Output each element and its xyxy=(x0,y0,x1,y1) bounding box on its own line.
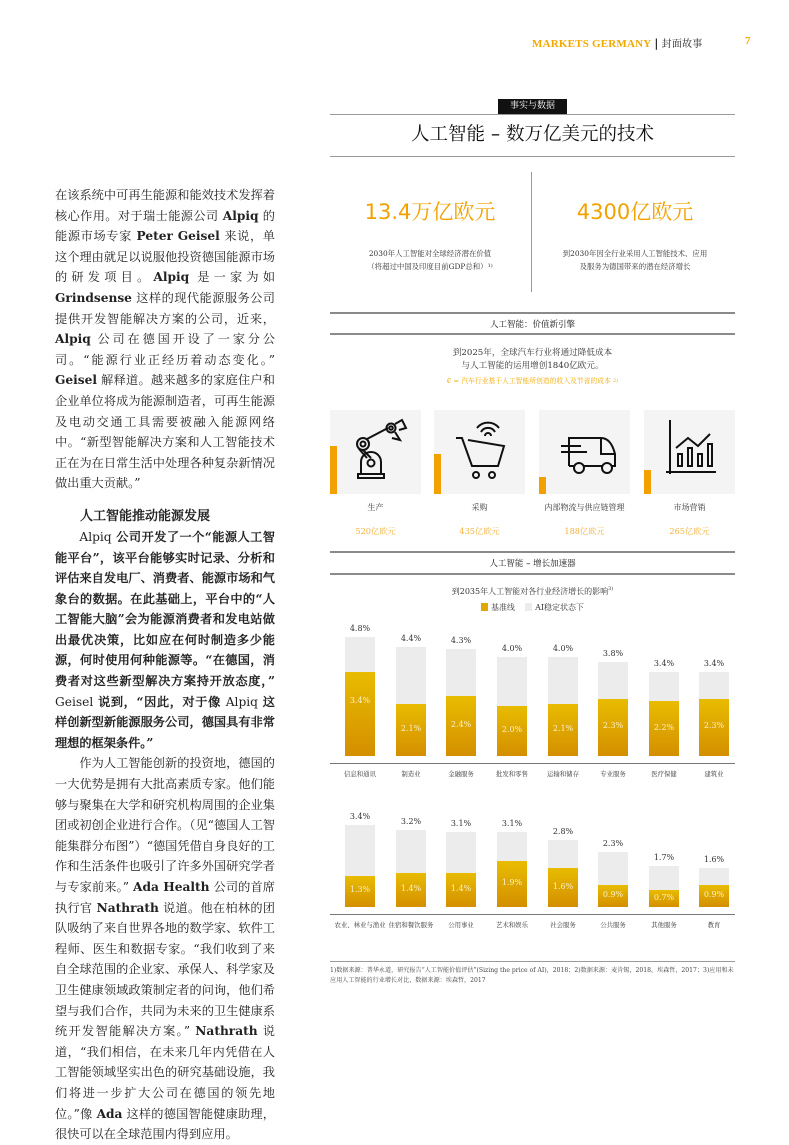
baseline-value-label: 1.3% xyxy=(349,885,371,895)
ai-value-label: 4.4% xyxy=(400,633,422,643)
baseline-value-label: 0.9% xyxy=(602,890,624,900)
baseline-value-label: 3.4% xyxy=(349,695,371,705)
stat-value-global: 13.4万亿欧元 xyxy=(364,200,496,224)
baseline-value-label: 2.2% xyxy=(653,722,675,732)
intro-note xyxy=(330,375,735,388)
baseline-value-label: 2.3% xyxy=(602,721,624,731)
value-bar xyxy=(539,477,546,494)
ai-value-label: 3.1% xyxy=(450,819,472,829)
stat-caption-germany xyxy=(535,247,735,273)
baseline-value-label: 1.4% xyxy=(400,884,422,894)
running-header xyxy=(532,35,702,50)
baseline-value-label: 2.4% xyxy=(450,720,472,730)
divider xyxy=(330,312,735,314)
ai-value-label: 4.3% xyxy=(450,636,472,646)
baseline-value-label: 2.1% xyxy=(552,723,574,733)
shopping-cart-wifi-icon xyxy=(454,418,514,484)
tile-value: 520亿欧元 xyxy=(355,526,396,536)
delivery-van-icon xyxy=(559,418,623,484)
footnote-marker: 1) xyxy=(487,263,493,269)
caption-line: 到2030年因全行业采用人工智能技术、应用 xyxy=(562,249,708,258)
ai-value-label: 4.0% xyxy=(501,643,523,653)
stat-value-germany: 4300亿欧元 xyxy=(576,200,694,224)
ai-value-label: 1.6% xyxy=(703,855,725,865)
baseline-value-label: 0.7% xyxy=(653,892,675,902)
company-name: 公司开发了一个“能源人工智能平台”，该平台能够实时记录、分析和评估来自发电厂、消费者、能源市场和气象台的数据。在此基础上，平台中的“人工智能大脑”会为能源消费者和发电站做出最优决策，比如应在何时制造多少能源，何时使用何种能源等。“在德国，消费者对这些新型解决方案持开放态度，” xyxy=(55,529,275,689)
category-label: 住宿和餐饮服务 xyxy=(388,921,434,929)
ai-value-label: 4.8% xyxy=(349,623,371,633)
caption-line: 2030年人工智能对全球经济潜在价值 xyxy=(368,249,492,258)
tile-procurement xyxy=(434,410,525,494)
company-name: Ada xyxy=(96,1106,123,1121)
divider xyxy=(330,333,735,335)
baseline-value-label: 1.4% xyxy=(450,884,472,894)
company-name: Peter Geisel xyxy=(136,229,220,244)
page-number: 7 xyxy=(745,35,751,47)
category-label: 金融服务 xyxy=(448,770,474,778)
article-paragraph-2: Alpiq 公司开发了一个“能源人工智能平台”，该平台能够实时记录、分析和评估来自发电厂、消费者、能源市场和气象台的数据。在此基础上，平台中的“人工智能大脑”会为能源消费者和发电站做出最优决策，比如应在何时制造多少能源，何时使用何种能源等。“在德国，消费者对这些新型解决方案持开放态度，” Geisel 说到，“因此，对于像 Alpiq 这样创新型新能源服务公司，德国具有非常理想的框架条件。” xyxy=(55,529,275,750)
legend-swatch-baseline xyxy=(481,603,488,611)
legend-label: AI稳定状态下 xyxy=(535,603,585,612)
x-axis xyxy=(330,763,735,764)
tile-marketing xyxy=(644,410,735,494)
company-name: Ada Health xyxy=(133,880,210,894)
baseline-value-label: 1.6% xyxy=(552,881,574,891)
ai-value-label: 3.2% xyxy=(400,816,422,826)
baseline-value-label: 2.3% xyxy=(703,721,725,731)
ai-value-label: 4.0% xyxy=(552,643,574,653)
divider xyxy=(330,573,735,575)
divider xyxy=(330,551,735,553)
footnotes: 1)数据来源：普华永道，研究报告“人工智能价值评估”(Sizing the price of AI)，2018；2)数据来源：麦肯锡，2018，埃森哲，2017；3)应用和未应用人工智能的行业增长对比，数据来源：埃森哲，2017 xyxy=(330,967,734,984)
brand-name: MARKETS GERMANY xyxy=(532,38,652,50)
section-heading-value-engine: 人工智能：价值新引擎 xyxy=(489,320,575,330)
growth-chart-icon xyxy=(664,418,724,484)
bar-chart-1 xyxy=(330,620,735,780)
tile-label: 市场营销 xyxy=(673,503,706,512)
company-name: 这样创新型新能源服务公司，德国具有非常理想的框架条件。” xyxy=(55,694,275,750)
stat-caption-global xyxy=(330,247,530,273)
subtitle-text: 到2035年人工智能对各行业经济增长的影响 xyxy=(451,587,609,596)
baseline-bar xyxy=(345,672,375,756)
category-label: 社会服务 xyxy=(550,921,576,929)
category-label: 制造业 xyxy=(401,770,421,778)
company-name: Alpiq xyxy=(55,332,91,347)
ai-value-label: 2.3% xyxy=(602,838,624,848)
chart-legend xyxy=(330,602,735,613)
ai-value-label: 2.8% xyxy=(552,826,574,836)
category-label: 教育 xyxy=(707,921,721,929)
company-name: Geisel xyxy=(55,373,98,388)
tile-label: 采购 xyxy=(471,503,488,512)
category-label: 公用事业 xyxy=(448,921,474,929)
intro-line: 到2025年，全球汽车行业将通过降低成本 xyxy=(452,348,613,358)
ai-value-label: 3.4% xyxy=(703,658,725,668)
bar-chart-2 xyxy=(330,808,735,948)
category-label: 农业、林业与渔业 xyxy=(334,921,386,929)
company-name: Alpiq xyxy=(222,208,259,223)
tile-production xyxy=(330,410,421,494)
category-label: 其他服务 xyxy=(651,921,677,929)
chart-subtitle xyxy=(330,586,735,597)
note-text: € = 汽车行业基于人工智能所创造的收入及节省的成本 xyxy=(446,377,611,385)
header-separator: | xyxy=(654,37,659,50)
baseline-value-label: 1.9% xyxy=(501,878,523,888)
ai-value-label: 3.4% xyxy=(349,812,371,822)
tile-value: 435亿欧元 xyxy=(459,526,500,536)
company-name: Nathrath xyxy=(195,1024,258,1039)
article-column xyxy=(55,185,275,1145)
category-label: 运输和储存 xyxy=(547,770,579,778)
divider xyxy=(330,114,735,115)
section-heading-growth: 人工智能 – 增长加速器 xyxy=(489,559,576,569)
ai-value-label: 3.8% xyxy=(602,648,624,658)
article-subheading: 人工智能推动能源发展 xyxy=(80,508,211,524)
baseline-value-label: 2.1% xyxy=(400,723,422,733)
value-bar xyxy=(644,470,651,494)
value-bar xyxy=(330,446,337,494)
category-label: 信息和通讯 xyxy=(344,770,376,778)
x-axis xyxy=(330,914,735,915)
company-name: Nathrath xyxy=(96,900,159,915)
category-label: 艺术和娱乐 xyxy=(496,921,528,929)
category-label: 专业服务 xyxy=(600,770,626,778)
legend-swatch-ai xyxy=(525,603,532,611)
ai-value-label: 3.1% xyxy=(501,819,523,829)
section-intro xyxy=(330,347,735,388)
legend-label: 基准线 xyxy=(490,603,515,612)
facts-tag: 事实与数据 xyxy=(498,99,567,114)
baseline-value-label: 0.9% xyxy=(703,890,725,900)
category-label: 公共服务 xyxy=(600,921,626,929)
caption-line: （将超过中国及印度目前GDP总和） xyxy=(367,262,488,271)
ai-value-label: 3.4% xyxy=(653,658,675,668)
intro-line: 与人工智能的运用增创1840亿欧元。 xyxy=(461,360,604,371)
company-name: Grindsense xyxy=(55,290,132,305)
section-name: 封面故事 xyxy=(661,39,703,50)
category-label: 医疗保健 xyxy=(651,770,677,778)
company-name: 说到，“因此，对于像 xyxy=(93,694,226,709)
footnote-marker: 2) xyxy=(612,378,619,384)
tile-value: 188亿欧元 xyxy=(564,526,605,536)
robot-arm-icon xyxy=(350,418,410,484)
category-label: 批发和零售 xyxy=(496,770,528,778)
infographic-title: 人工智能 – 数万亿美元的技术 xyxy=(410,124,654,145)
value-bar xyxy=(434,454,441,494)
company-name: Alpiq xyxy=(153,270,190,285)
divider xyxy=(330,961,735,962)
stats-divider xyxy=(531,172,532,292)
article-paragraph-1: 在该系统中可再生能源和能效技术发挥着核心作用。对于瑞士能源公司 Alpiq 的能源市场专家 Peter Geisel 来说，单这个理由就足以说服他投资德国能源市场的研发项目。Alpiq 是一家为如 Grindsense 这样的现代能源服务公司提供开发智能解决方案的公司，近来，Alpiq 公司在德国开设了一家分公司。“能源行业正经历着动态变化。” Geisel 解释道。越来越多的家庭住户和企业单位将成为能源制造者，可再生能源及电动交通工具需要被融入能源网络中。“新型智能解决方案和人工智能技术正在为在日常生活中处理各种复杂新情况做出重大贡献。” xyxy=(55,188,276,491)
category-label: 建筑业 xyxy=(704,770,724,778)
tile-logistics xyxy=(539,410,630,494)
divider xyxy=(330,156,735,157)
ai-value-label: 1.7% xyxy=(653,853,675,863)
tile-label: 生产 xyxy=(367,503,384,512)
baseline-value-label: 2.0% xyxy=(501,725,523,735)
article-paragraph-3: 作为人工智能创新的投资地，德国的一大优势是拥有大批高素质专家。他们能够与聚集在大学和研究机构周围的企业集团或初创企业进行合作。（见“德国人工智能集群分布图”）“德国凭借自身良好的工作和生活条件也吸引了许多外国研究学者与专家前来。” Ada Health 公司的首席执行官 Nathrath 说道。他在柏林的团队吸纳了来自世界各地的数学家、软件工程师、医生和数据专家。“我们收到了来自全球范围的企业家、承保人、科学家及卫生健康领域政策制定者的问询，他们希望与我们合作，共同为未来的卫生健康系统开发智能解决方案。” Nathrath 说道，“我们相信，在未来几年内凭借在人工智能领域坚实出色的研究基础设施，我们将进一步扩大公司在德国的领先地位。”像 Ada 这样的德国智能健康助理，很快可以在全球范围内得到应用。 xyxy=(55,756,275,1142)
tile-label: 内部物流与供应链管理 xyxy=(544,503,625,512)
footnote-marker: 3) xyxy=(608,586,614,592)
caption-line: 及服务为德国带来的潜在经济增长 xyxy=(579,262,691,271)
tile-value: 265亿欧元 xyxy=(669,526,710,536)
